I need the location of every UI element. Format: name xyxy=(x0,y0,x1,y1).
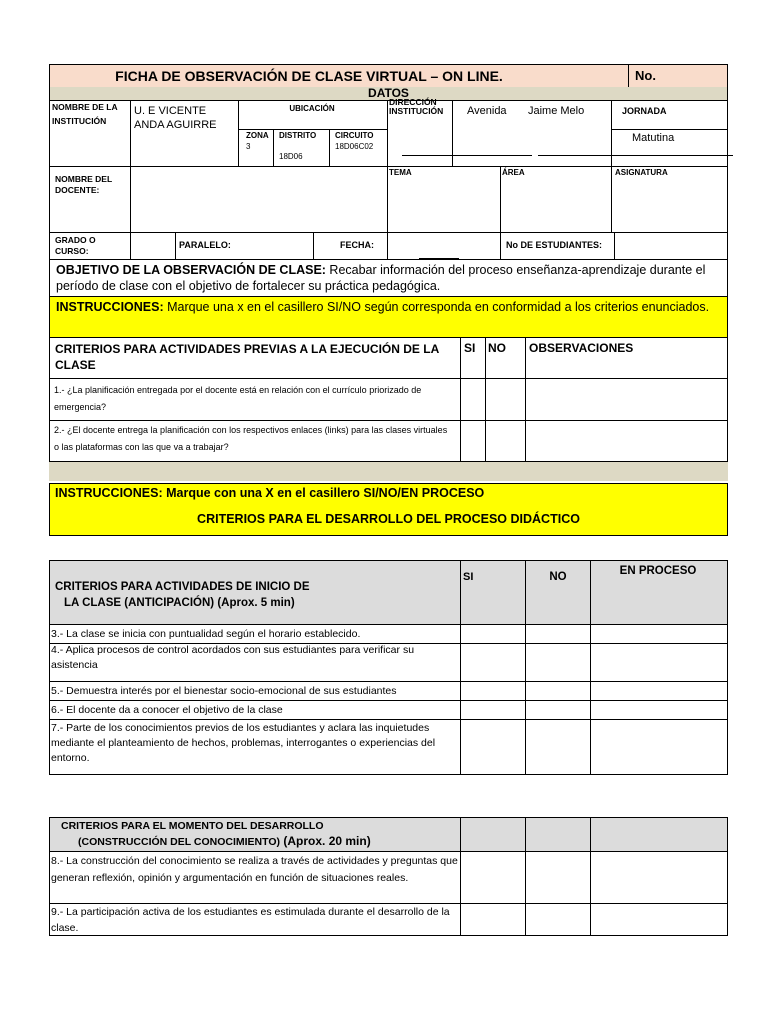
inicio-item-3: 3.- La clase se inicia con puntualidad según el horario establecido. xyxy=(51,628,361,640)
jornada-value[interactable]: Matutina xyxy=(632,132,675,144)
objetivo-label: OBJETIVO DE LA OBSERVACIÓN DE CLASE: xyxy=(56,263,326,277)
circuito-value[interactable]: 18D06C02 xyxy=(335,142,374,151)
form-title: FICHA DE OBSERVACIÓN DE CLASE VIRTUAL – ON LINE. xyxy=(115,68,503,84)
previas-item-1: 1.- ¿La planificación entregada por el docente está en relación con el currículo priorizado de emergencia? xyxy=(54,385,422,412)
form-number-cell xyxy=(628,64,728,88)
inicio-checkbox-area[interactable] xyxy=(461,625,727,774)
inicio-col-si: SI xyxy=(463,571,474,583)
institucion-label: NOMBRE DE LA INSTITUCIÓN xyxy=(52,102,118,126)
estudiantes-label: No DE ESTUDIANTES: xyxy=(506,240,603,250)
momento-header-line-1: CRITERIOS PARA EL MOMENTO DEL DESARROLLO xyxy=(61,820,324,832)
docente-label: NOMBRE DEL DOCENTE: xyxy=(55,174,112,195)
zona-label: ZONA xyxy=(246,131,269,140)
inicio-col-proceso: EN PROCESO xyxy=(619,565,697,577)
previas-obs-2[interactable] xyxy=(526,421,727,461)
circuito-label: CIRCUITO xyxy=(335,131,374,140)
previas-no-2[interactable] xyxy=(486,421,525,461)
jornada-label: JORNADA xyxy=(622,106,667,116)
direccion-value-1[interactable]: Avenida xyxy=(467,105,507,117)
direccion-label: DIRECCIÓN INSTITUCIÓN xyxy=(389,97,444,116)
previas-si-1[interactable] xyxy=(461,379,485,420)
desarrollo-title: CRITERIOS PARA EL DESARROLLO DEL PROCESO DIDÁCTICO xyxy=(197,512,580,526)
fecha-label: FECHA: xyxy=(340,240,374,250)
momento-item-8: 8.- La construcción del conocimiento se realiza a través de actividades y preguntas que generan reflexión, opinión y argumentación en función de situaciones reales. xyxy=(51,855,458,884)
distrito-value[interactable]: 18D06 xyxy=(279,152,303,161)
tema-label: TEMA xyxy=(389,168,412,177)
objetivo-block xyxy=(49,259,728,297)
previas-no-1[interactable] xyxy=(486,379,525,420)
inicio-col-no: NO xyxy=(549,571,567,583)
instrucciones2-text: INSTRUCCIONES: Marque con una X en el casillero SI/NO/EN PROCESO xyxy=(55,486,485,500)
ubicacion-label: UBICACIÓN xyxy=(289,104,335,113)
inicio-item-6: 6.- El docente da a conocer el objetivo de la clase xyxy=(51,704,283,716)
form-number-label: No. xyxy=(635,68,656,83)
asignatura-label: ASIGNATURA xyxy=(615,168,668,177)
grado-row xyxy=(49,232,728,260)
instrucciones-label: INSTRUCCIONES: xyxy=(56,300,164,314)
datos-header: DATOS xyxy=(49,87,728,100)
form-title-cell xyxy=(49,64,629,88)
zona-value[interactable]: 3 xyxy=(246,142,251,151)
inicio-item-5: 5.- Demuestra interés por el bienestar socio-emocional de sus estudiantes xyxy=(51,685,397,697)
paralelo-label: PARALELO: xyxy=(179,240,231,250)
previas-header: CRITERIOS PARA ACTIVIDADES PREVIAS A LA EJECUCIÓN DE LA CLASE xyxy=(55,342,439,372)
instrucciones-block xyxy=(49,296,728,338)
grado-label: GRADO O CURSO: xyxy=(55,235,96,256)
previas-si-2[interactable] xyxy=(461,421,485,461)
area-label: ÁREA xyxy=(502,168,525,177)
previas-item-2: 2.- ¿El docente entrega la planificación con los respectivos enlaces (links) para las clases virtuales o las plataformas con las que va a trabajar? xyxy=(54,425,448,452)
momento-header-line-2: (CONSTRUCCIÓN DEL CONOCIMIENTO) (Aprox. 20 min) xyxy=(78,834,371,848)
separator-band xyxy=(49,462,728,481)
instrucciones-text: Marque una x en el casillero SI/NO según corresponda en conformidad a los criterios enunciados. xyxy=(163,300,710,314)
inicio-item-4: 4.- Aplica procesos de control acordados con sus estudiantes para verificar su asistencia xyxy=(51,644,415,671)
previas-col-obs: OBSERVACIONES xyxy=(529,341,634,355)
previas-col-si: SI xyxy=(464,341,476,355)
direccion-value-2[interactable]: Jaime Melo xyxy=(528,105,585,117)
objetivo-text: Recabar información del proceso enseñanza-aprendizaje durante el período de clase con el objetivo de fortalecer su práctica pedagógica. xyxy=(56,263,706,293)
momento-item-9: 9.- La participación activa de los estudiantes es estimulada durante el desarrollo de la clase. xyxy=(51,906,450,934)
instrucciones2-block xyxy=(49,483,728,509)
momento-checkbox-area[interactable] xyxy=(461,852,727,935)
previas-col-no: NO xyxy=(488,341,506,355)
inicio-header-line-1: CRITERIOS PARA ACTIVIDADES DE INICIO DE xyxy=(55,581,310,593)
institucion-value[interactable]: U. E VICENTE ANDA AGUIRRE xyxy=(134,105,217,131)
inicio-item-7: 7.- Parte de los conocimientos previos de los estudiantes y aclara las inquietudes mediante el planteamiento de hechos, problemas, interrogantes o experiencias del entorno. xyxy=(51,722,436,764)
previas-obs-1[interactable] xyxy=(526,379,727,420)
desarrollo-title-block xyxy=(49,508,728,536)
distrito-label: DISTRITO xyxy=(279,131,317,140)
inicio-header-line-2: LA CLASE (ANTICIPACIÓN) (Aprox. 5 min) xyxy=(64,597,295,609)
